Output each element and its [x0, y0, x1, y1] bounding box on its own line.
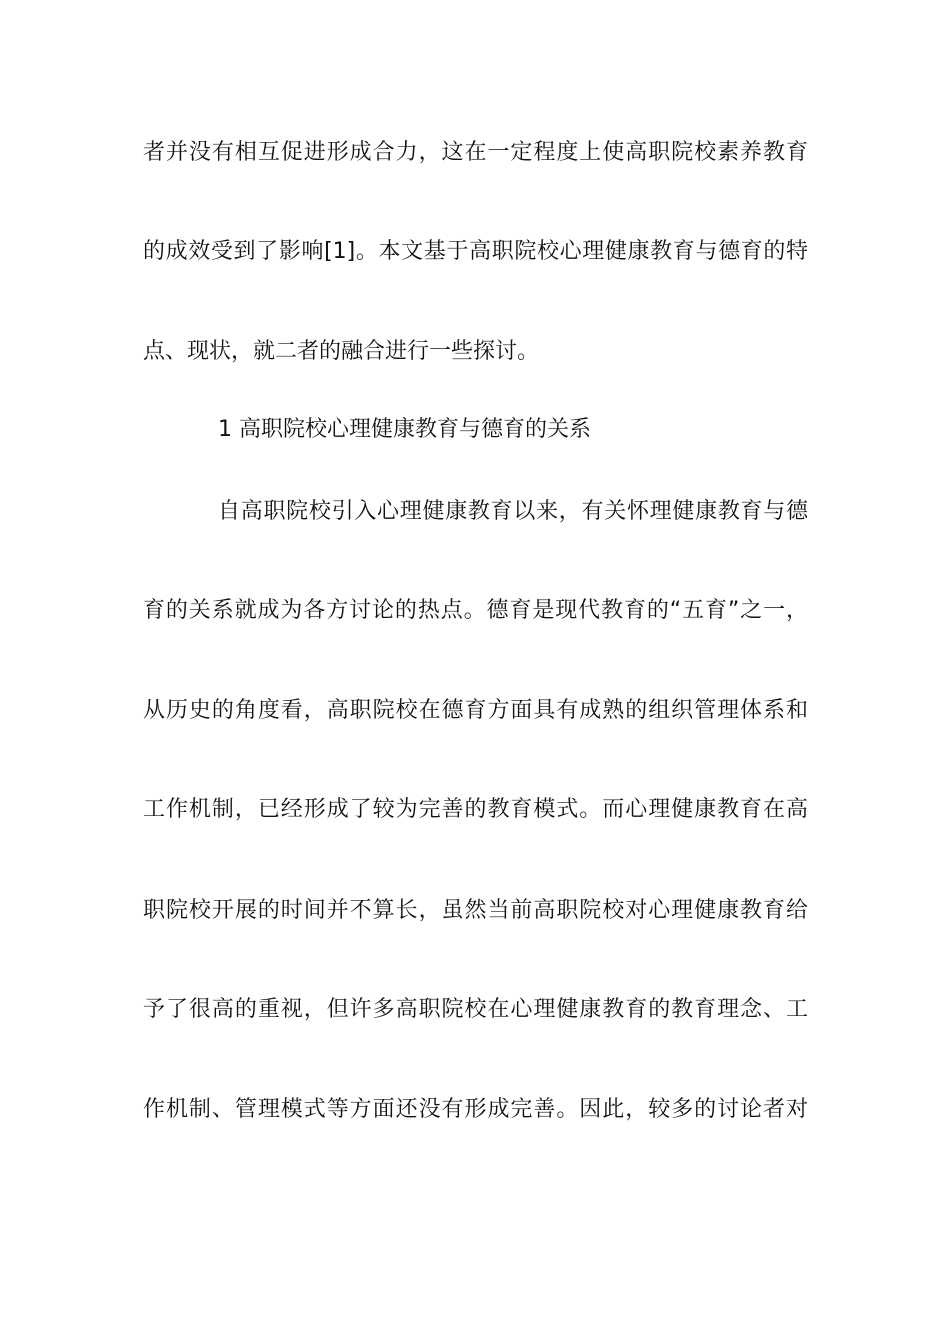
paragraph-2-line-7: 作机制、管理模式等方面还没有形成完善。因此，较多的讨论者对 [143, 1097, 808, 1122]
paragraph-2-line-3: 从历史的角度看，高职院校在德育方面具有成熟的组织管理体系和 [143, 698, 808, 723]
paragraph-2-line-4: 工作机制，已经形成了较为完善的教育模式。而心理健康教育在高 [143, 797, 808, 822]
paragraph-1-line-2: 的成效受到了影响[1]。本文基于高职院校心理健康教育与德育的特 [143, 239, 808, 264]
section-heading: 1 高职院校心理健康教育与德育的关系 [218, 417, 591, 442]
paragraph-1-line-3: 点、现状，就二者的融合进行一些探讨。 [143, 339, 540, 364]
paragraph-2-line-5: 职院校开展的时间并不算长，虽然当前高职院校对心理健康教育给 [143, 898, 808, 923]
paragraph-2-line-6: 予了很高的重视，但许多高职院校在心理健康教育的教育理念、工 [143, 997, 808, 1022]
paragraph-2-line-2: 育的关系就成为各方讨论的热点。德育是现代教育的“五育”之一， [143, 598, 808, 623]
paragraph-1-line-1: 者并没有相互促进形成合力，这在一定程度上使高职院校素养教育 [143, 140, 808, 165]
paragraph-2-line-1: 自高职院校引入心理健康教育以来，有关怀理健康教育与德 [218, 499, 808, 524]
